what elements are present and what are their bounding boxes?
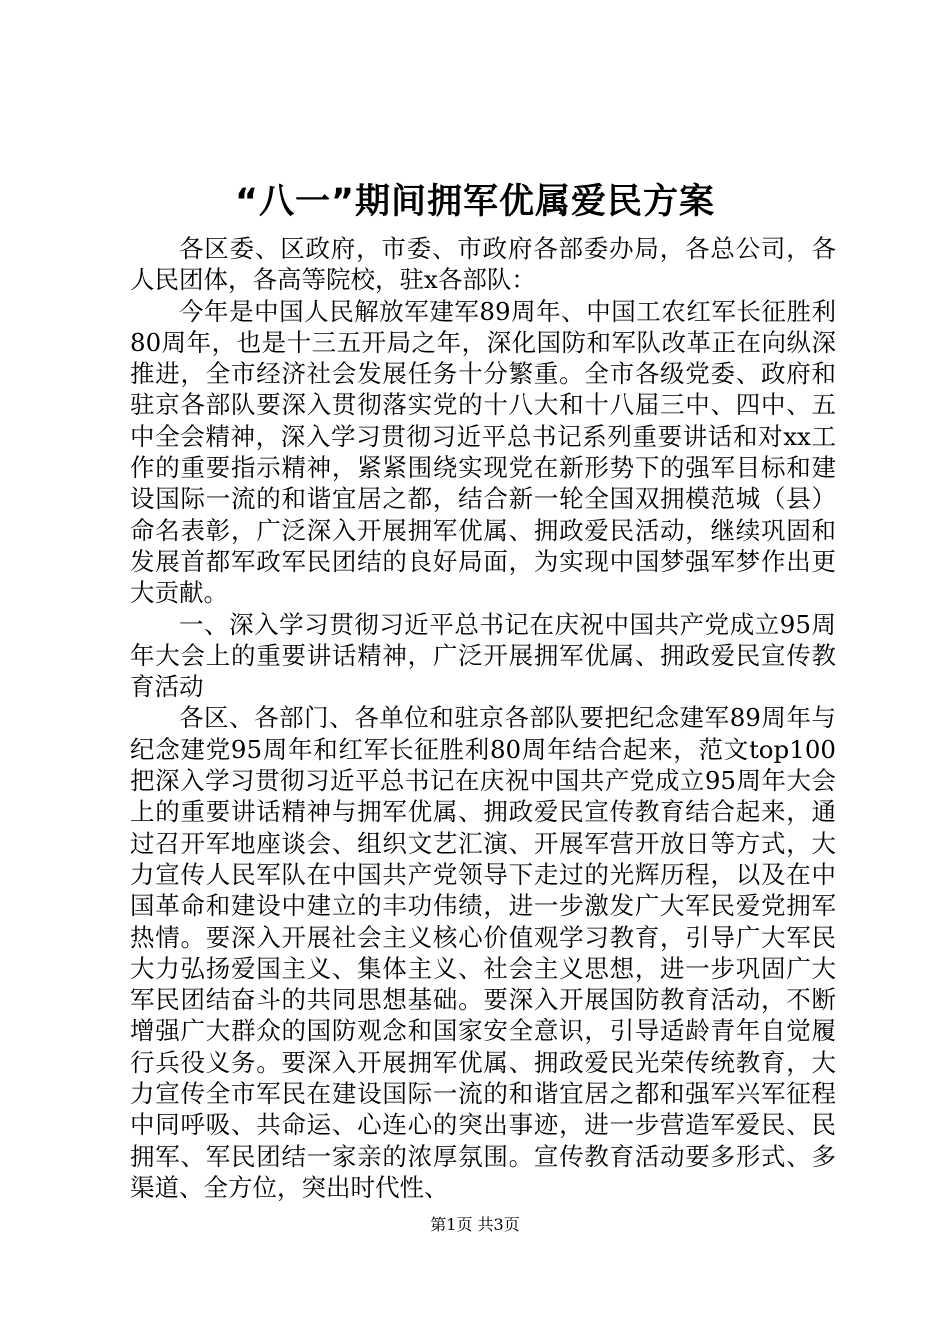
page-footer: 第1页 共3页	[430, 1215, 520, 1234]
section-heading-paragraph: 一、深入学习贯彻习近平总书记在庆祝中国共产党成立95周年大会上的重要讲话精神，广泛开展拥军优属、拥政爱民宣传教育活动	[130, 609, 836, 702]
document-title: “八一”期间拥军优属爱民方案	[234, 182, 715, 222]
intro-paragraph: 今年是中国人民解放军建军89周年、中国工农红军长征胜利80周年，也是十三五开局之年，深化国防和军队改革正在向纵深推进，全市经济社会发展任务十分繁重。全市各级党委、政府和驻京各部队要深入贯彻落实党的十八大和十八届三中、四中、五中全会精神，深入学习贯彻习近平总书记系列重要讲话和对xx工作的重要指示精神，紧紧围绕实现党在新形势下的强军目标和建设国际一流的和谐宜居之都，结合新一轮全国双拥模范城（县）命名表彰，广泛深入开展拥军优属、拥政爱民活动，继续巩固和发展首都军政军民团结的良好局面，为实现中国梦强军梦作出更大贡献。	[130, 296, 836, 608]
document-body	[130, 233, 836, 1203]
salutation-paragraph: 各区委、区政府，市委、市政府各部委办局，各总公司，各人民团体，各高等院校，驻x各部队：	[130, 234, 836, 295]
section-body-paragraph: 各区、各部门、各单位和驻京各部队要把纪念建军89周年与纪念建党95周年和红军长征胜利80周年结合起来，范文top100把深入学习贯彻习近平总书记在庆祝中国共产党成立95周年大会上的重要讲话精神与拥军优属、拥政爱民宣传教育结合起来，通过召开军地座谈会、组织文艺汇演、开展军营开放日等方式，大力宣传人民军队在中国共产党领导下走过的光辉历程，以及在中国革命和建设中建立的丰功伟绩，进一步激发广大军民爱党拥军热情。要深入开展社会主义核心价值观学习教育，引导广大军民大力弘扬爱国主义、集体主义、社会主义思想，进一步巩固广大军民团结奋斗的共同思想基础。要深入开展国防教育活动，不断增强广大群众的国防观念和国家安全意识，引导适龄青年自觉履行兵役义务。要深入开展拥军优属、拥政爱民光荣传统教育，大力宣传全市军民在建设国际一流的和谐宜居之都和强军兴军征程中同呼吸、共命运、心连心的突出事迹，进一步营造军爱民、民拥军、军民团结一家亲的浓厚氛围。宣传教育活动要多形式、多渠道、全方位，突出时代性、	[130, 703, 836, 1202]
